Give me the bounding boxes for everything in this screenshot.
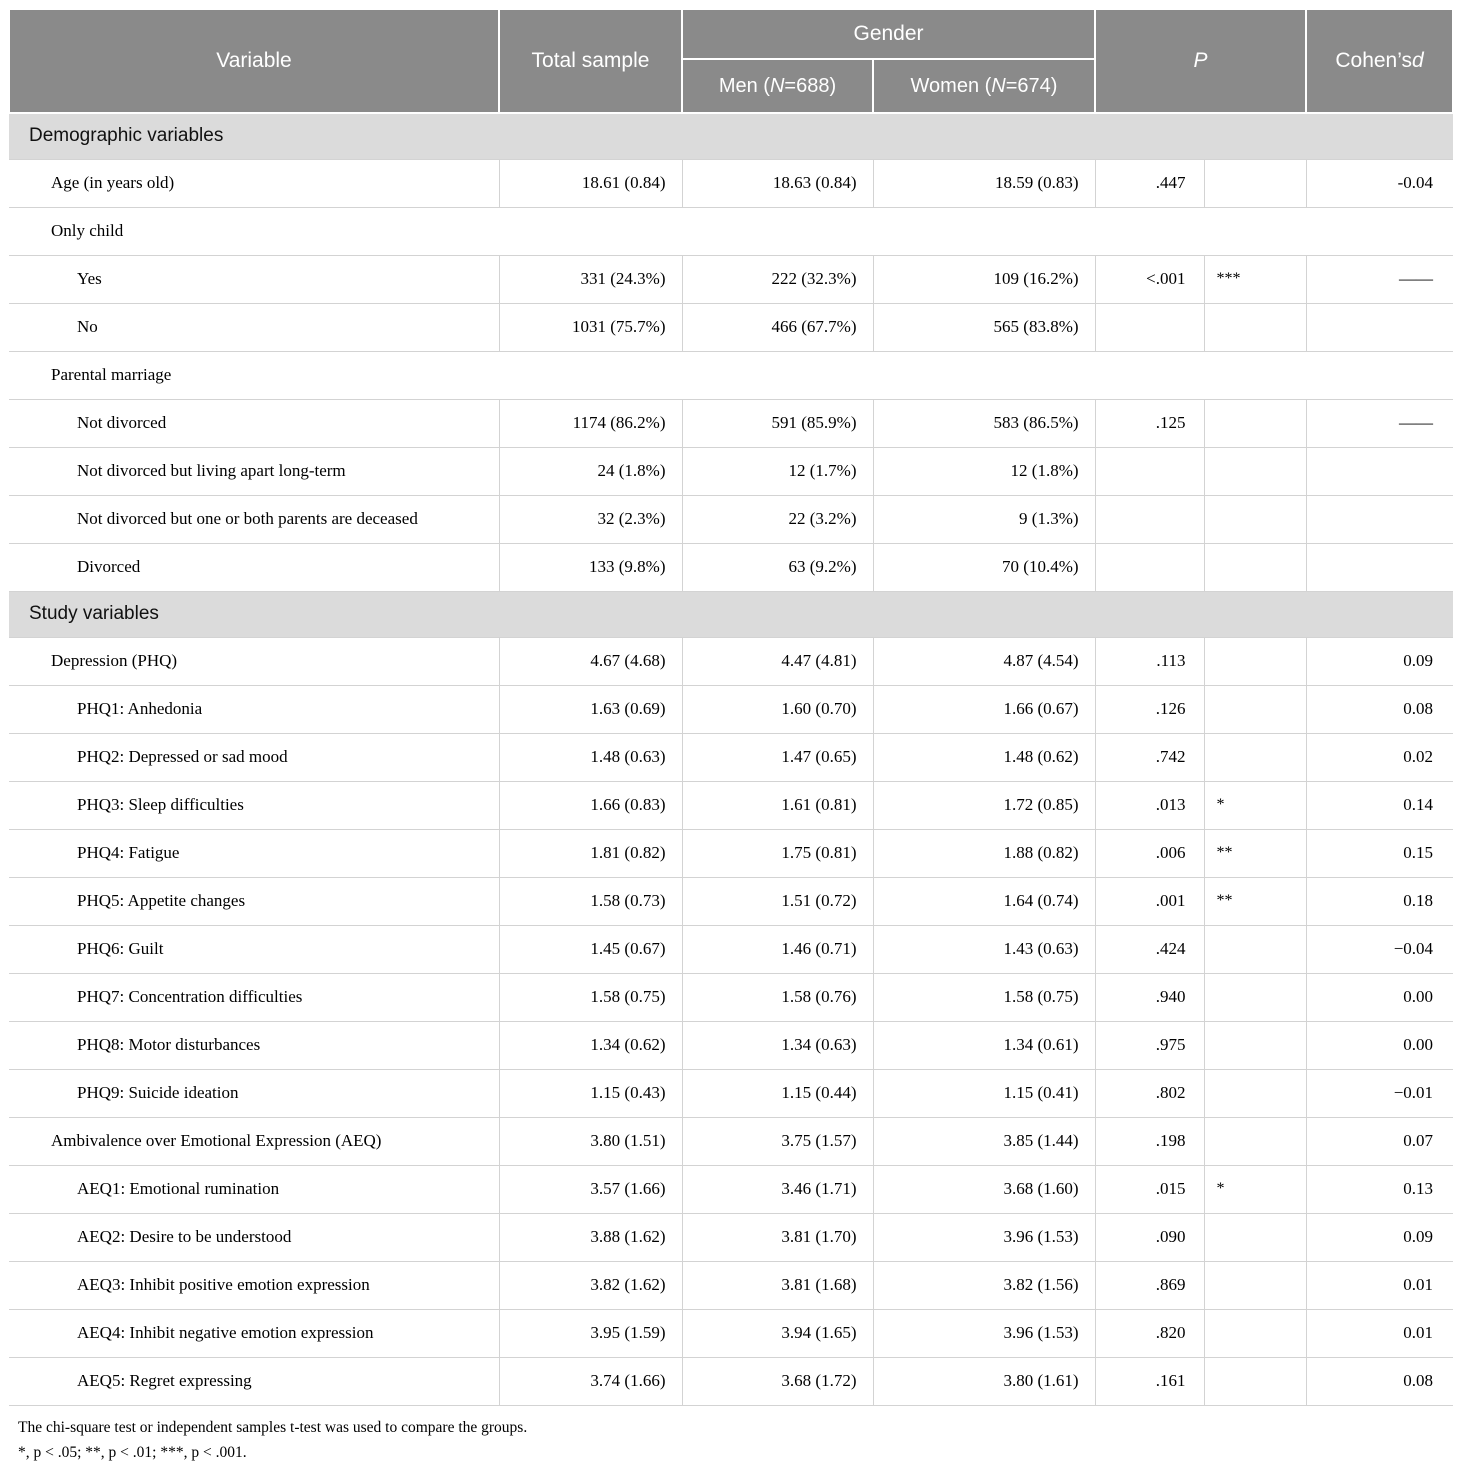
table-row xyxy=(9,781,1453,829)
cell-variable: Divorced xyxy=(9,543,499,591)
cell-cohens-d: 0.02 xyxy=(1306,733,1453,781)
cell-men: 3.94 (1.65) xyxy=(682,1309,873,1357)
table-row xyxy=(9,399,1453,447)
cell-p-value xyxy=(1095,303,1204,351)
cell-total-sample: 1.45 (0.67) xyxy=(499,925,682,973)
cell-men: 1.47 (0.65) xyxy=(682,733,873,781)
cell-variable: No xyxy=(9,303,499,351)
cell-women: 4.87 (4.54) xyxy=(873,637,1095,685)
table-row xyxy=(9,1309,1453,1357)
cell-p-value: .198 xyxy=(1095,1117,1204,1165)
table-row xyxy=(9,1357,1453,1405)
cell-cohens-d: —— xyxy=(1306,255,1453,303)
cell-men: 466 (67.7%) xyxy=(682,303,873,351)
cell-p-value: .006 xyxy=(1095,829,1204,877)
cell-total-sample: 1.81 (0.82) xyxy=(499,829,682,877)
cell-variable: Not divorced xyxy=(9,399,499,447)
cell-women: 12 (1.8%) xyxy=(873,447,1095,495)
cell-significance: ** xyxy=(1204,829,1306,877)
cell-p-value: .001 xyxy=(1095,877,1204,925)
footnote-method: The chi-square test or independent samples t-test was used to compare the groups. xyxy=(18,1418,528,1436)
cell-total-sample: 1031 (75.7%) xyxy=(499,303,682,351)
cell-cohens-d: 0.08 xyxy=(1306,1357,1453,1405)
cell-p-value xyxy=(1095,495,1204,543)
cell-cohens-d: −0.04 xyxy=(1306,925,1453,973)
table-row xyxy=(9,159,1453,207)
cell-women: 1.72 (0.85) xyxy=(873,781,1095,829)
cell-p-value: .015 xyxy=(1095,1165,1204,1213)
cell-women: 1.43 (0.63) xyxy=(873,925,1095,973)
cell-men: 3.81 (1.70) xyxy=(682,1213,873,1261)
cell-significance xyxy=(1204,303,1306,351)
cell-p-value: .113 xyxy=(1095,637,1204,685)
statistics-table xyxy=(8,8,1454,1406)
cell-men: 3.46 (1.71) xyxy=(682,1165,873,1213)
cell-variable: Depression (PHQ) xyxy=(9,637,499,685)
cell-p-value: .125 xyxy=(1095,399,1204,447)
cell-men: 1.61 (0.81) xyxy=(682,781,873,829)
cell-p-value: .869 xyxy=(1095,1261,1204,1309)
cohens-d-text: Cohen’s xyxy=(1335,49,1413,72)
cell-cohens-d: 0.18 xyxy=(1306,877,1453,925)
table-row xyxy=(9,829,1453,877)
cell-women: 1.15 (0.41) xyxy=(873,1069,1095,1117)
cell-p-value: .013 xyxy=(1095,781,1204,829)
col-header-women xyxy=(873,59,1095,113)
cell-total-sample: 3.88 (1.62) xyxy=(499,1213,682,1261)
cell-cohens-d xyxy=(1306,447,1453,495)
cell-significance xyxy=(1204,447,1306,495)
cell-significance xyxy=(1204,973,1306,1021)
cell-men: 3.68 (1.72) xyxy=(682,1357,873,1405)
p-label: P xyxy=(1193,49,1208,72)
cell-women: 3.68 (1.60) xyxy=(873,1165,1095,1213)
cell-significance xyxy=(1204,1213,1306,1261)
women-label-n: N xyxy=(991,74,1006,97)
cohens-d-italic: d xyxy=(1412,49,1424,72)
col-header-gender: Gender xyxy=(682,9,1095,59)
cell-significance xyxy=(1204,1309,1306,1357)
cell-p-value: .424 xyxy=(1095,925,1204,973)
cell-total-sample: 1.15 (0.43) xyxy=(499,1069,682,1117)
cell-men: 1.75 (0.81) xyxy=(682,829,873,877)
cell-women: 1.58 (0.75) xyxy=(873,973,1095,1021)
cell-total-sample: 133 (9.8%) xyxy=(499,543,682,591)
cell-variable: Age (in years old) xyxy=(9,159,499,207)
group-label: Parental marriage xyxy=(9,351,1453,399)
table-row xyxy=(9,973,1453,1021)
table-row xyxy=(9,255,1453,303)
cell-cohens-d: 0.01 xyxy=(1306,1309,1453,1357)
cell-significance xyxy=(1204,733,1306,781)
cell-cohens-d: 0.13 xyxy=(1306,1165,1453,1213)
cell-women: 1.88 (0.82) xyxy=(873,829,1095,877)
cell-men: 591 (85.9%) xyxy=(682,399,873,447)
cell-cohens-d: 0.07 xyxy=(1306,1117,1453,1165)
cell-men: 4.47 (4.81) xyxy=(682,637,873,685)
cell-significance: ** xyxy=(1204,877,1306,925)
cell-p-value: .940 xyxy=(1095,973,1204,1021)
cell-variable: PHQ1: Anhedonia xyxy=(9,685,499,733)
cell-men: 18.63 (0.84) xyxy=(682,159,873,207)
cell-cohens-d xyxy=(1306,495,1453,543)
cell-p-value xyxy=(1095,543,1204,591)
cell-men: 1.34 (0.63) xyxy=(682,1021,873,1069)
table-row xyxy=(9,925,1453,973)
header-row-top xyxy=(9,9,1453,59)
section-row xyxy=(9,591,1453,637)
col-header-men xyxy=(682,59,873,113)
cell-p-value: .126 xyxy=(1095,685,1204,733)
table-row xyxy=(9,1261,1453,1309)
cell-women: 3.80 (1.61) xyxy=(873,1357,1095,1405)
cell-men: 3.81 (1.68) xyxy=(682,1261,873,1309)
table-row xyxy=(9,733,1453,781)
cell-variable: PHQ6: Guilt xyxy=(9,925,499,973)
section-label: Demographic variables xyxy=(9,113,1453,159)
cell-women: 1.48 (0.62) xyxy=(873,733,1095,781)
cell-significance xyxy=(1204,1261,1306,1309)
cell-variable: PHQ9: Suicide ideation xyxy=(9,1069,499,1117)
cell-men: 22 (3.2%) xyxy=(682,495,873,543)
cell-cohens-d: 0.08 xyxy=(1306,685,1453,733)
cell-total-sample: 1.58 (0.75) xyxy=(499,973,682,1021)
cell-women: 3.82 (1.56) xyxy=(873,1261,1095,1309)
cell-total-sample: 3.80 (1.51) xyxy=(499,1117,682,1165)
cell-men: 1.60 (0.70) xyxy=(682,685,873,733)
cell-women: 3.96 (1.53) xyxy=(873,1309,1095,1357)
group-row xyxy=(9,351,1453,399)
cell-total-sample: 24 (1.8%) xyxy=(499,447,682,495)
cell-men: 1.46 (0.71) xyxy=(682,925,873,973)
cell-men: 1.51 (0.72) xyxy=(682,877,873,925)
cell-total-sample: 1174 (86.2%) xyxy=(499,399,682,447)
cell-variable: Yes xyxy=(9,255,499,303)
cell-total-sample: 331 (24.3%) xyxy=(499,255,682,303)
cell-p-value: .820 xyxy=(1095,1309,1204,1357)
col-header-variable: Variable xyxy=(9,9,499,113)
cell-men: 3.75 (1.57) xyxy=(682,1117,873,1165)
women-label-post: =674) xyxy=(1005,74,1058,97)
cell-p-value: <.001 xyxy=(1095,255,1204,303)
cell-women: 565 (83.8%) xyxy=(873,303,1095,351)
cell-significance: * xyxy=(1204,781,1306,829)
table-row xyxy=(9,447,1453,495)
cell-cohens-d xyxy=(1306,543,1453,591)
cell-significance xyxy=(1204,685,1306,733)
cell-significance xyxy=(1204,159,1306,207)
cell-significance xyxy=(1204,1357,1306,1405)
cell-variable: PHQ7: Concentration difficulties xyxy=(9,973,499,1021)
table-row xyxy=(9,303,1453,351)
cell-women: 9 (1.3%) xyxy=(873,495,1095,543)
col-header-cohens-d xyxy=(1306,9,1453,113)
cell-women: 583 (86.5%) xyxy=(873,399,1095,447)
cell-significance xyxy=(1204,637,1306,685)
table-header xyxy=(9,9,1453,113)
cell-total-sample: 18.61 (0.84) xyxy=(499,159,682,207)
table-row xyxy=(9,1069,1453,1117)
cell-cohens-d: 0.00 xyxy=(1306,1021,1453,1069)
cell-total-sample: 1.58 (0.73) xyxy=(499,877,682,925)
cell-total-sample: 3.95 (1.59) xyxy=(499,1309,682,1357)
cell-variable: AEQ4: Inhibit negative emotion expression xyxy=(9,1309,499,1357)
women-label-pre: Women ( xyxy=(910,74,992,97)
cell-variable: AEQ3: Inhibit positive emotion expression xyxy=(9,1261,499,1309)
cell-significance xyxy=(1204,543,1306,591)
cell-variable: AEQ5: Regret expressing xyxy=(9,1357,499,1405)
cell-men: 1.15 (0.44) xyxy=(682,1069,873,1117)
cell-women: 70 (10.4%) xyxy=(873,543,1095,591)
cell-significance xyxy=(1204,1021,1306,1069)
cell-p-value: .975 xyxy=(1095,1021,1204,1069)
cell-women: 1.66 (0.67) xyxy=(873,685,1095,733)
cell-cohens-d: 0.09 xyxy=(1306,637,1453,685)
table-body xyxy=(9,113,1453,1405)
table-row xyxy=(9,637,1453,685)
cell-total-sample: 1.34 (0.62) xyxy=(499,1021,682,1069)
cell-total-sample: 1.63 (0.69) xyxy=(499,685,682,733)
col-header-p xyxy=(1095,9,1306,113)
cell-p-value: .161 xyxy=(1095,1357,1204,1405)
cell-p-value: .742 xyxy=(1095,733,1204,781)
cell-women: 18.59 (0.83) xyxy=(873,159,1095,207)
cell-variable: Ambivalence over Emotional Expression (AEQ) xyxy=(9,1117,499,1165)
cell-women: 1.64 (0.74) xyxy=(873,877,1095,925)
cell-total-sample: 3.74 (1.66) xyxy=(499,1357,682,1405)
cell-significance xyxy=(1204,1117,1306,1165)
cell-total-sample: 32 (2.3%) xyxy=(499,495,682,543)
footnote-significance: *, p < .05; **, p < .01; ***, p < .001. xyxy=(18,1443,247,1461)
cell-variable: AEQ1: Emotional rumination xyxy=(9,1165,499,1213)
cell-variable: PHQ3: Sleep difficulties xyxy=(9,781,499,829)
cell-variable: AEQ2: Desire to be understood xyxy=(9,1213,499,1261)
cell-women: 3.96 (1.53) xyxy=(873,1213,1095,1261)
col-header-total-sample: Total sample xyxy=(499,9,682,113)
table-footnotes xyxy=(8,1416,1452,1464)
cell-cohens-d: −0.01 xyxy=(1306,1069,1453,1117)
cell-significance xyxy=(1204,399,1306,447)
table-row xyxy=(9,1165,1453,1213)
cell-total-sample: 3.57 (1.66) xyxy=(499,1165,682,1213)
cell-variable: PHQ4: Fatigue xyxy=(9,829,499,877)
section-label: Study variables xyxy=(9,591,1453,637)
cell-men: 12 (1.7%) xyxy=(682,447,873,495)
table-row xyxy=(9,685,1453,733)
cell-variable: Not divorced but one or both parents are deceased xyxy=(9,495,499,543)
cell-significance xyxy=(1204,495,1306,543)
group-row xyxy=(9,207,1453,255)
cell-cohens-d: 0.15 xyxy=(1306,829,1453,877)
cell-cohens-d: 0.09 xyxy=(1306,1213,1453,1261)
cell-p-value: .802 xyxy=(1095,1069,1204,1117)
cell-total-sample: 1.66 (0.83) xyxy=(499,781,682,829)
cell-variable: PHQ5: Appetite changes xyxy=(9,877,499,925)
cell-women: 3.85 (1.44) xyxy=(873,1117,1095,1165)
cell-significance: * xyxy=(1204,1165,1306,1213)
cell-significance: *** xyxy=(1204,255,1306,303)
cell-total-sample: 1.48 (0.63) xyxy=(499,733,682,781)
cell-p-value xyxy=(1095,447,1204,495)
cell-cohens-d: 0.14 xyxy=(1306,781,1453,829)
table-row xyxy=(9,1213,1453,1261)
section-row xyxy=(9,113,1453,159)
table-row xyxy=(9,1117,1453,1165)
table-row xyxy=(9,495,1453,543)
cell-cohens-d: —— xyxy=(1306,399,1453,447)
cell-men: 222 (32.3%) xyxy=(682,255,873,303)
cell-variable: PHQ2: Depressed or sad mood xyxy=(9,733,499,781)
cell-men: 1.58 (0.76) xyxy=(682,973,873,1021)
cell-p-value: .090 xyxy=(1095,1213,1204,1261)
cell-cohens-d: -0.04 xyxy=(1306,159,1453,207)
cell-variable: PHQ8: Motor disturbances xyxy=(9,1021,499,1069)
table-row xyxy=(9,543,1453,591)
men-label-post: =688) xyxy=(784,74,837,97)
cell-men: 63 (9.2%) xyxy=(682,543,873,591)
cell-significance xyxy=(1204,1069,1306,1117)
table-row xyxy=(9,1021,1453,1069)
cell-total-sample: 3.82 (1.62) xyxy=(499,1261,682,1309)
men-label-n: N xyxy=(769,74,785,97)
cell-cohens-d: 0.01 xyxy=(1306,1261,1453,1309)
cell-cohens-d: 0.00 xyxy=(1306,973,1453,1021)
cell-variable: Not divorced but living apart long-term xyxy=(9,447,499,495)
group-label: Only child xyxy=(9,207,1453,255)
cell-total-sample: 4.67 (4.68) xyxy=(499,637,682,685)
cell-women: 1.34 (0.61) xyxy=(873,1021,1095,1069)
table-row xyxy=(9,877,1453,925)
cell-women: 109 (16.2%) xyxy=(873,255,1095,303)
cell-significance xyxy=(1204,925,1306,973)
cell-p-value: .447 xyxy=(1095,159,1204,207)
cell-cohens-d xyxy=(1306,303,1453,351)
men-label-pre: Men ( xyxy=(718,74,770,97)
